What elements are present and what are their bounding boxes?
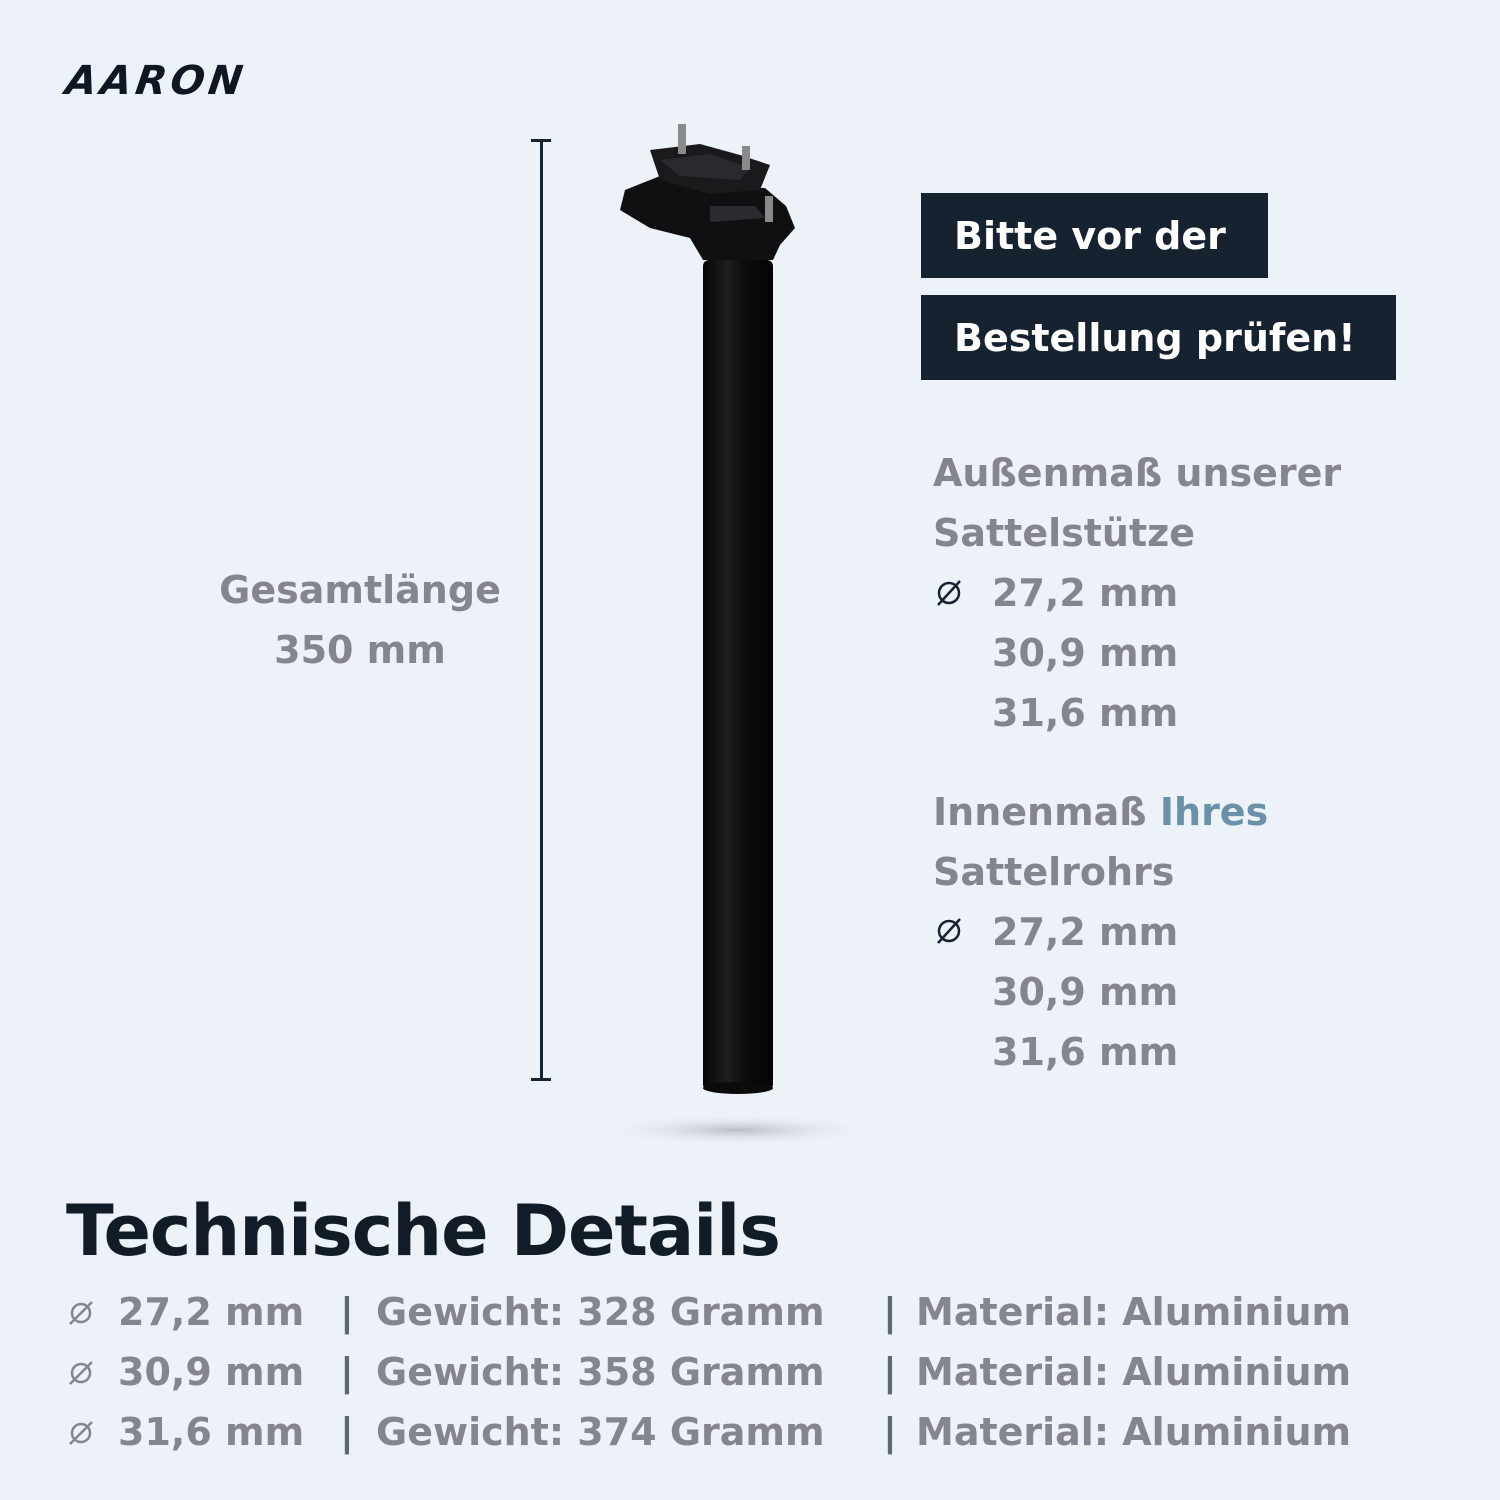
separator: | — [340, 1290, 354, 1334]
tech-diameter: 30,9 mm — [118, 1350, 305, 1394]
total-length-value: 350 mm — [274, 628, 446, 672]
tech-material: Material: Aluminium — [916, 1290, 1352, 1334]
separator: | — [340, 1410, 354, 1454]
brand-logo: AARON — [62, 58, 250, 104]
dimension-cap-top — [531, 139, 551, 142]
diameter-icon — [66, 1418, 96, 1448]
outer-values — [992, 563, 1178, 743]
tech-row — [0, 1410, 1500, 1460]
tech-title: Technische Details — [66, 1190, 780, 1272]
diameter-icon — [934, 578, 964, 608]
total-length-label — [190, 560, 530, 680]
separator: | — [883, 1350, 897, 1394]
inner-value: 30,9 mm — [992, 970, 1179, 1014]
outer-heading-line2: Sattelstütze — [933, 511, 1196, 555]
separator: | — [883, 1290, 897, 1334]
tech-diameter: 31,6 mm — [118, 1410, 305, 1454]
outer-heading — [933, 443, 1341, 563]
inner-values — [992, 902, 1178, 1082]
inner-value: 31,6 mm — [992, 1030, 1179, 1074]
inner-heading-accent: Ihres — [1159, 790, 1269, 834]
outer-heading-line1: Außenmaß unserer — [933, 451, 1342, 495]
outer-value: 30,9 mm — [992, 631, 1179, 675]
diameter-icon — [934, 916, 964, 946]
tech-weight: Gewicht: 328 Gramm — [376, 1290, 825, 1334]
inner-heading-line2: Sattelrohrs — [933, 850, 1175, 894]
warning-line-2: Bestellung prüfen! — [921, 295, 1396, 380]
tech-row — [0, 1290, 1500, 1340]
tech-diameter: 27,2 mm — [118, 1290, 305, 1334]
tech-material: Material: Aluminium — [916, 1410, 1352, 1454]
total-length-title: Gesamtlänge — [219, 568, 501, 612]
dimension-line — [540, 140, 543, 1080]
tech-weight: Gewicht: 374 Gramm — [376, 1410, 825, 1454]
dimension-cap-bottom — [531, 1078, 551, 1081]
diameter-icon — [66, 1358, 96, 1388]
outer-value: 27,2 mm — [992, 571, 1179, 615]
seatpost-image — [590, 110, 890, 1150]
tech-material: Material: Aluminium — [916, 1350, 1352, 1394]
tech-row — [0, 1350, 1500, 1400]
diameter-icon — [66, 1298, 96, 1328]
inner-value: 27,2 mm — [992, 910, 1179, 954]
inner-heading — [933, 782, 1268, 902]
separator: | — [883, 1410, 897, 1454]
separator: | — [340, 1350, 354, 1394]
inner-heading-text: Innenmaß — [933, 790, 1147, 834]
tech-weight: Gewicht: 358 Gramm — [376, 1350, 825, 1394]
warning-line-1: Bitte vor der — [921, 193, 1268, 278]
outer-value: 31,6 mm — [992, 691, 1179, 735]
